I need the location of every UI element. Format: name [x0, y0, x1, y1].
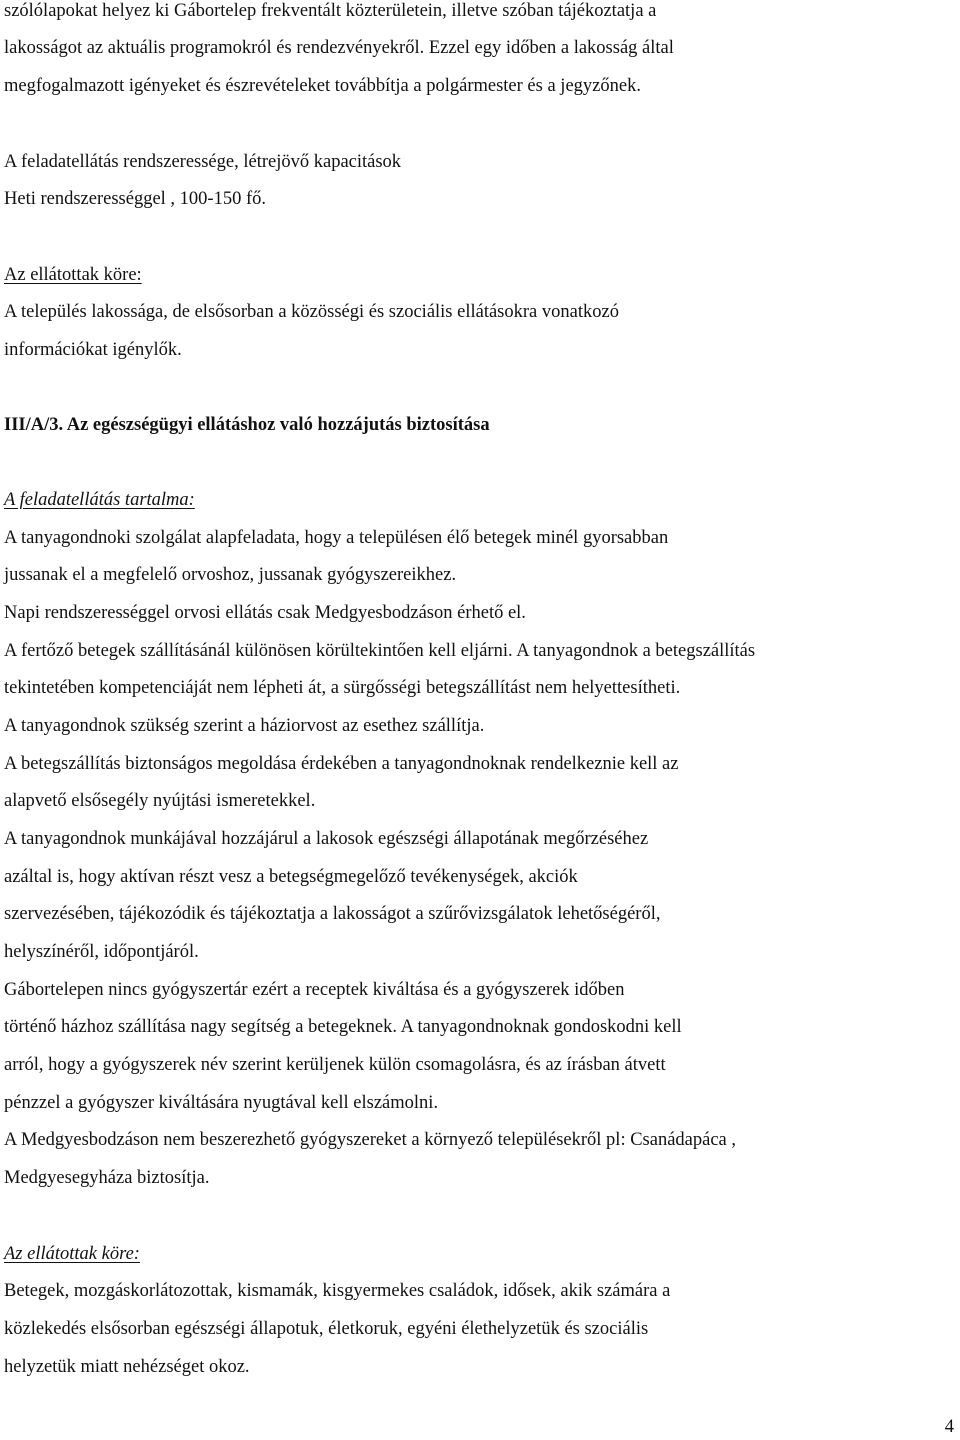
task-line: szervezésében, tájékozódik és tájékoztatja a lakosságot a szűrővizsgálatok lehetőségéről, [4, 904, 661, 924]
recipients2-line: helyzetük miatt nehézséget okoz. [4, 1357, 250, 1377]
capacity-text: Heti rendszerességgel , 100-150 fő. [4, 189, 266, 209]
task-heading: A feladatellátás tartalma: [4, 490, 195, 510]
task-line: történő házhoz szállítása nagy segítség a betegeknek. A tanyagondnoknak gondoskodni kell [4, 1017, 682, 1037]
recipients2-line: Betegek, mozgáskorlátozottak, kismamák, kisgyermekes családok, idősek, akik számára a [4, 1281, 671, 1301]
task-line: A Medgyesbodzáson nem beszerezhető gyógyszereket a környező településekről pl: Csanádapáca , [4, 1130, 737, 1150]
task-line: A tanyagondnok szükség szerint a háziorvost az esethez szállítja. [4, 716, 485, 736]
task-line: A fertőző betegek szállításánál különösen körültekintően kell eljárni. A tanyagondnok a betegszállítás [4, 641, 756, 661]
task-line: alapvető elsősegély nyújtási ismeretekkel. [4, 791, 316, 811]
recipients-line-2: információkat igénylők. [4, 340, 182, 360]
task-line: Gábortelepen nincs gyógyszertár ezért a receptek kiváltása és a gyógyszerek időben [4, 980, 625, 1000]
task-line: A betegszállítás biztonságos megoldása érdekében a tanyagondnoknak rendelkeznie kell az [4, 754, 679, 774]
section-title: III/A/3. Az egészségügyi ellátáshoz való hozzájutás biztosítása [4, 415, 490, 435]
task-line: Napi rendszerességgel orvosi ellátás csak Medgyesbodzáson érhető el. [4, 603, 526, 623]
task-line: Medgyesegyháza biztosítja. [4, 1168, 210, 1188]
recipients2-heading: Az ellátottak köre: [4, 1244, 140, 1264]
task-line: arról, hogy a gyógyszerek név szerint kerüljenek külön csomagolásra, és az írásban átvett [4, 1055, 666, 1075]
intro-line-3: megfogalmazott igényeket és észrevételeket továbbítja a polgármester és a jegyzőnek. [4, 76, 641, 96]
task-line: helyszínéről, időpontjáról. [4, 942, 199, 962]
capacity-heading: A feladatellátás rendszeressége, létrejövő kapacitások [4, 152, 402, 172]
intro-line-2: lakosságot az aktuális programokról és rendezvényekről. Ezzel egy időben a lakosság által [4, 38, 674, 58]
task-line: A tanyagondnok munkájával hozzájárul a lakosok egészségi állapotának megőrzéséhez [4, 829, 649, 849]
task-line: tekintetében kompetenciáját nem lépheti át, a sürgősségi betegszállítást nem helyettesítheti. [4, 678, 681, 698]
recipients-line-1: A település lakossága, de elsősorban a közösségi és szociális ellátásokra vonatkozó [4, 302, 619, 322]
recipients-heading: Az ellátottak köre: [4, 265, 142, 285]
page-number: 4 [944, 1417, 954, 1437]
task-line: jussanak el a megfelelő orvoshoz, jussanak gyógyszereikhez. [4, 565, 457, 585]
task-line: A tanyagondnoki szolgálat alapfeladata, hogy a településen élő betegek minél gyorsabban [4, 528, 669, 548]
task-line: azáltal is, hogy aktívan részt vesz a betegségmegelőző tevékenységek, akciók [4, 867, 578, 887]
recipients2-line: közlekedés elsősorban egészségi állapotuk, életkoruk, egyéni élethelyzetük és szociális [4, 1319, 649, 1339]
task-line: pénzzel a gyógyszer kiváltására nyugtával kell elszámolni. [4, 1093, 439, 1113]
intro-line-1: szólólapokat helyez ki Gábortelep frekventált közterületein, illetve szóban tájékoztatja a [4, 1, 657, 21]
